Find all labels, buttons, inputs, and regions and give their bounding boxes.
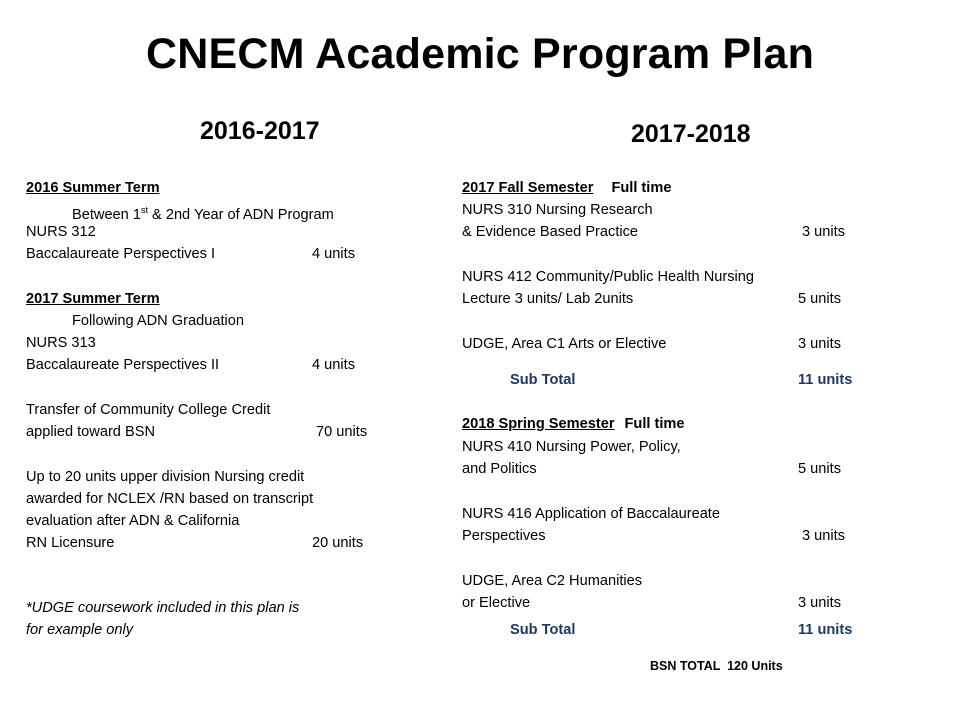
nurs-313-units: 4 units xyxy=(312,357,355,373)
nurs-313-code: NURS 313 xyxy=(26,335,96,351)
bsn-total: BSN TOTAL 120 Units xyxy=(650,659,783,673)
spring-subtotal-units: 11 units xyxy=(798,622,853,638)
nurs-410-units: 5 units xyxy=(798,461,841,477)
spring-subtotal-label: Sub Total xyxy=(510,622,576,638)
nclex-line-3: evaluation after ADN & California xyxy=(26,513,240,529)
nurs-312-units: 4 units xyxy=(312,246,355,262)
nurs-416-line-2: Perspectives xyxy=(462,528,546,544)
footnote-line-2: for example only xyxy=(26,622,134,638)
udge-c2-units: 3 units xyxy=(798,595,841,611)
nurs-310-line-2: & Evidence Based Practice xyxy=(462,224,639,240)
nurs-410-line-1: NURS 410 Nursing Power, Policy, xyxy=(462,439,681,455)
nurs-310-line-1: NURS 310 Nursing Research xyxy=(462,202,653,218)
udge-c2-line-2: or Elective xyxy=(462,595,531,611)
fall-2017-heading: 2017 Fall Semester xyxy=(462,180,594,196)
transfer-units: 70 units xyxy=(316,424,368,440)
summer-2017-heading: 2017 Summer Term xyxy=(26,291,160,307)
udge-c2-line-1: UDGE, Area C2 Humanities xyxy=(462,573,643,589)
nurs-312-name: Baccalaureate Perspectives I xyxy=(26,246,216,262)
nurs-412-units: 5 units xyxy=(798,291,841,307)
year-heading-2016-2017: 2016-2017 xyxy=(200,117,320,145)
nurs-310-units: 3 units xyxy=(802,224,845,240)
transfer-line-2: applied toward BSN xyxy=(26,424,155,440)
page-title: CNECM Academic Program Plan xyxy=(145,30,815,78)
fall-2017-heading-row xyxy=(462,177,671,199)
fall-subtotal-label: Sub Total xyxy=(510,372,576,388)
nclex-line-1: Up to 20 units upper division Nursing credit xyxy=(26,469,305,485)
nurs-412-line-2: Lecture 3 units/ Lab 2units xyxy=(462,291,634,307)
transfer-line-1: Transfer of Community College Credit xyxy=(26,402,271,418)
nclex-units: 20 units xyxy=(312,535,364,551)
spring-2018-status: Full time xyxy=(624,416,685,432)
nclex-line-2: awarded for NCLEX /RN based on transcript xyxy=(26,491,314,507)
nurs-412-line-1: NURS 412 Community/Public Health Nursing xyxy=(462,269,754,285)
footnote-line-1: *UDGE coursework included in this plan is xyxy=(26,600,300,616)
nurs-313-name: Baccalaureate Perspectives II xyxy=(26,357,220,373)
nurs-410-line-2: and Politics xyxy=(462,461,537,477)
nurs-416-line-1: NURS 416 Application of Baccalaureate xyxy=(462,506,720,522)
udge-c1-units: 3 units xyxy=(798,336,841,352)
summer-2016-heading: 2016 Summer Term xyxy=(26,180,160,196)
year-heading-2017-2018: 2017-2018 xyxy=(631,120,751,148)
fall-2017-status: Full time xyxy=(611,180,672,196)
nclex-line-4: RN Licensure xyxy=(26,535,115,551)
spring-2018-heading-row xyxy=(462,413,685,435)
fall-subtotal-units: 11 units xyxy=(798,372,853,388)
nurs-312-code: NURS 312 xyxy=(26,224,96,240)
summer-2016-note: Between 1st & 2nd Year of ADN Program xyxy=(72,205,334,223)
summer-2017-note: Following ADN Graduation xyxy=(72,313,244,329)
udge-c1-line: UDGE, Area C1 Arts or Elective xyxy=(462,336,667,352)
nurs-416-units: 3 units xyxy=(802,528,845,544)
spring-2018-heading: 2018 Spring Semester xyxy=(462,416,615,432)
